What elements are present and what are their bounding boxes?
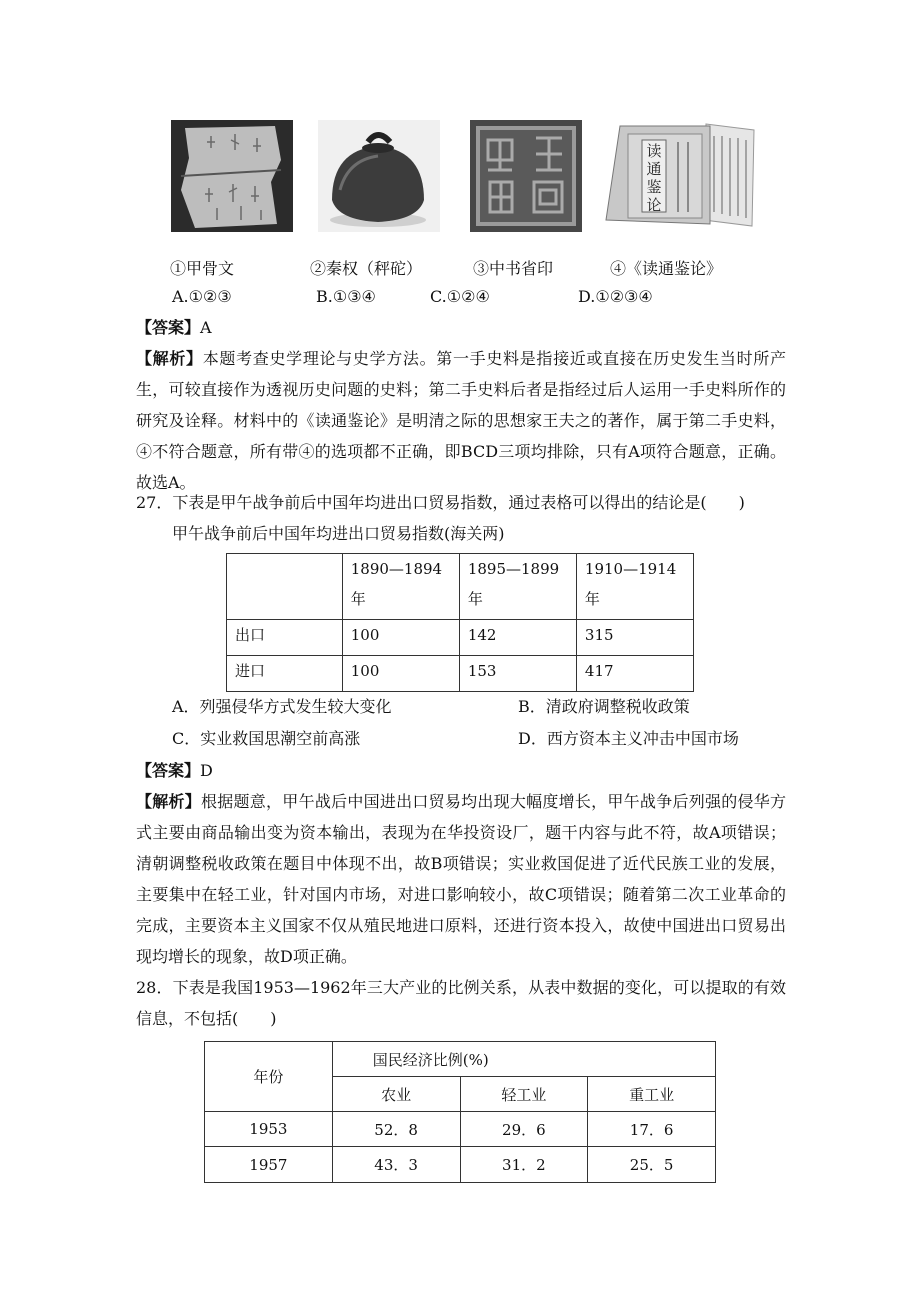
table-cell: 1957 bbox=[205, 1147, 333, 1183]
q27-answer bbox=[136, 761, 213, 781]
caption-2: ②秦权（秤砣） bbox=[310, 259, 423, 278]
book-title-char: 鉴 bbox=[646, 178, 662, 196]
book-title-chars bbox=[646, 142, 661, 214]
table-cell: 100 bbox=[342, 656, 459, 692]
table-header-cell: 农业 bbox=[332, 1077, 460, 1112]
analysis-tag: 【解析】 bbox=[136, 792, 202, 811]
q27-option-a: A．列强侵华方式发生较大变化 bbox=[172, 697, 392, 716]
q27-table bbox=[226, 553, 694, 692]
table-row bbox=[227, 620, 694, 656]
book-title-char: 读 bbox=[646, 142, 662, 160]
table-cell: 29．6 bbox=[460, 1112, 588, 1147]
q26-analysis bbox=[136, 343, 786, 498]
table-cell: 进口 bbox=[227, 656, 343, 692]
oracle-bone-image bbox=[171, 120, 293, 232]
table-header-cell: 1895—1899年 bbox=[459, 554, 576, 620]
q27-analysis bbox=[136, 786, 786, 972]
table-cell: 417 bbox=[576, 656, 693, 692]
table-row bbox=[205, 1147, 716, 1183]
q26-answer bbox=[136, 318, 212, 338]
table-cell: 17．6 bbox=[588, 1112, 716, 1147]
seal-image bbox=[470, 120, 582, 232]
q27-option-c: C．实业救国思潮空前高涨 bbox=[172, 729, 361, 748]
q28-table bbox=[204, 1041, 716, 1183]
q27-option-d: D．西方资本主义冲击中国市场 bbox=[518, 729, 739, 748]
table-cell: 100 bbox=[342, 620, 459, 656]
table-cell: 出口 bbox=[227, 620, 343, 656]
table-cell: 52．8 bbox=[332, 1112, 460, 1147]
q27-stem: 27．下表是甲午战争前后中国年均进出口贸易指数，通过表格可以得出的结论是( ) bbox=[136, 493, 745, 512]
answer-tag: 【答案】 bbox=[136, 318, 201, 337]
q26-option-a: A.①②③ bbox=[172, 287, 232, 306]
table-header-cell: 重工业 bbox=[588, 1077, 716, 1112]
book-title-char: 论 bbox=[646, 196, 662, 214]
table-cell: 43．3 bbox=[332, 1147, 460, 1183]
answer-value: A bbox=[200, 318, 212, 337]
q26-option-c: C.①②④ bbox=[430, 287, 490, 306]
table-header-cell: 轻工业 bbox=[460, 1077, 588, 1112]
qin-weight-image bbox=[318, 120, 440, 232]
book-title-char: 通 bbox=[646, 160, 662, 178]
q27-option-b: B．清政府调整税收政策 bbox=[518, 697, 690, 716]
caption-1: ①甲骨文 bbox=[170, 259, 235, 278]
table-header-row bbox=[205, 1042, 716, 1077]
table-row bbox=[227, 656, 694, 692]
answer-value: D bbox=[200, 761, 213, 780]
table-group-header: 国民经济比例(%) bbox=[332, 1042, 715, 1077]
table-cell: 25．5 bbox=[588, 1147, 716, 1183]
table-header-cell: 1890—1894年 bbox=[342, 554, 459, 620]
table-header-cell: 1910—1914年 bbox=[576, 554, 693, 620]
table-header-cell bbox=[227, 554, 343, 620]
table-cell: 142 bbox=[459, 620, 576, 656]
caption-4: ④《读通鉴论》 bbox=[610, 259, 723, 278]
q28-stem: 28．下表是我国1953—1962年三大产业的比例关系，从表中数据的变化，可以提取的有效信息，不包括( ) bbox=[136, 978, 786, 1028]
table-cell: 1953 bbox=[205, 1112, 333, 1147]
caption-3: ③中书省印 bbox=[473, 259, 554, 278]
q26-option-b: B.①③④ bbox=[316, 287, 376, 306]
table-cell: 31．2 bbox=[460, 1147, 588, 1183]
analysis-text: 根据题意，甲午战后中国进出口贸易均出现大幅度增长，甲午战争后列强的侵华方式主要由商品输出变为资本输出，表现为在华投资设厂，题干内容与此不符，故A项错误；清朝调整税收政策在题目中体现不出，故B项错误；实业救国促进了近代民族工业的发展，主要集中在轻工业，针对国内市场，对进口影响较小，故C项错误；随着第二次工业革命的完成，主要资本主义国家不仅从殖民地进口原料，还进行资本投入，故使中国进出口贸易出现均增长的现象，故D项正确。 bbox=[136, 792, 786, 966]
q27-table-title: 甲午战争前后中国年均进出口贸易指数(海关两) bbox=[172, 524, 505, 543]
table-header-cell: 年份 bbox=[205, 1042, 333, 1112]
book-image bbox=[600, 120, 756, 232]
analysis-text: 本题考查史学理论与史学方法。第一手史料是指接近或直接在历史发生当时所产生，可较直接作为透视历史问题的史料；第二手史料后者是指经过后人运用一手史料所作的研究及诠释。材料中的《读通鉴论》是明清之际的思想家王夫之的著作，属于第二手史料，④不符合题意，所有带④的选项都不正确，即BCD三项均排除，只有A项符合题意，正确。故选A。 bbox=[136, 349, 786, 492]
analysis-tag: 【解析】 bbox=[136, 349, 203, 368]
table-row bbox=[205, 1112, 716, 1147]
q26-option-d: D.①②③④ bbox=[578, 287, 653, 306]
table-cell: 315 bbox=[576, 620, 693, 656]
table-cell: 153 bbox=[459, 656, 576, 692]
answer-tag: 【答案】 bbox=[136, 761, 201, 780]
table-header-row bbox=[227, 554, 694, 620]
